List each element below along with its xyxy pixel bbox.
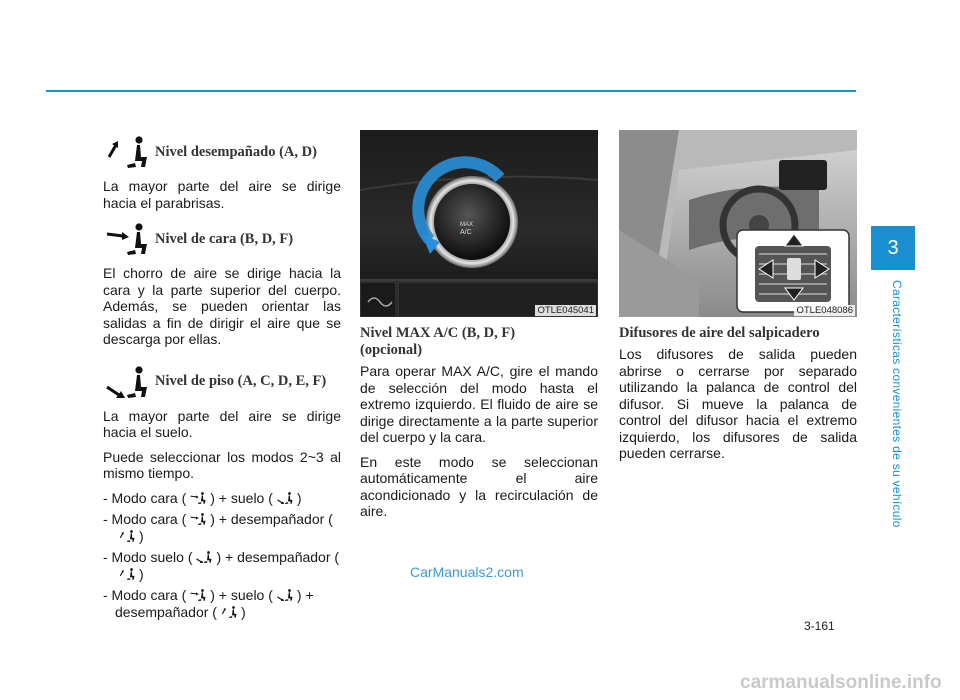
face-mode-icon [189, 588, 207, 602]
floor-heading: Nivel de piso (A, C, D, E, F) [155, 373, 327, 389]
watermark-carmanualsonline: carmanualsonline.info [740, 672, 942, 693]
floor-mode-icon [195, 550, 213, 564]
mode-combination-list [103, 490, 341, 621]
max-ac-knob-illustration [360, 130, 598, 317]
max-ac-heading: Nivel MAX A/C (B, D, F) (opcional) [360, 325, 516, 358]
image-code: OTLE045041 [537, 305, 594, 316]
list-item: - Modo suelo ( ) + desempañador () [103, 549, 340, 582]
floor-paragraph: La mayor parte del aire se dirige hacia el suelo. [103, 407, 341, 440]
dashboard-vents-image [619, 130, 857, 317]
vents-paragraph: Los difusores de salida pueden abrirse o cerrarse por separado utilizando la palanca de control del difusor. Si mueve la palanca de control del difusor hacia el extremo izquierdo, los difusores de salida pueden cerrarse. [619, 346, 857, 461]
max-ac-paragraph-1: Para operar MAX A/C, gire el mando de selección del modo hasta el extremo izquierdo. El fluido de aire se dirige directamente a la parte superior del cuerpo y la cara. [360, 363, 598, 445]
top-rule [46, 90, 856, 92]
column-1 [103, 130, 341, 625]
defrost-mode-icon [118, 529, 136, 543]
list-item: - Modo cara ( ) + suelo ( ) + desempañador ( ) [103, 587, 314, 620]
page-number: 3-161 [804, 619, 835, 633]
max-ac-paragraph-2: En este modo se seleccionan automáticamente el aire acondicionado y la recirculación de aire. [360, 453, 598, 519]
defrost-mode-icon [118, 567, 136, 581]
dashboard-vents-illustration [619, 130, 857, 317]
vents-heading: Difusores de aire del salpicadero [619, 325, 820, 341]
knob-ac-label: A/C [460, 229, 472, 236]
face-mode-icon [189, 491, 207, 505]
floor-heading-row [103, 362, 341, 402]
floor-mode-icon [103, 365, 151, 399]
column-3 [619, 130, 857, 470]
face-heading-row [103, 219, 341, 259]
floor-mode-icon [276, 588, 294, 602]
defrost-mode-icon [220, 605, 238, 619]
modes-paragraph: Puede seleccionar los modos 2~3 al mismo tiempo. [103, 448, 341, 481]
defrost-paragraph: La mayor parte del aire se dirige hacia el parabrisas. [103, 178, 341, 211]
chapter-title: Características convenientes de su vehículo [890, 280, 904, 528]
defrost-heading-row [103, 132, 341, 172]
face-mode-icon [103, 222, 151, 256]
defrost-heading: Nivel desempañado (A, D) [155, 143, 317, 160]
knob-max-label: MAX [460, 222, 474, 228]
face-heading: Nivel de cara (B, D, F) [155, 230, 294, 247]
list-item: - Modo cara ( ) + suelo ( ) [103, 489, 302, 506]
column-2 [360, 130, 598, 528]
defrost-mode-icon [103, 135, 151, 169]
chapter-tab: 3 [871, 226, 915, 270]
face-paragraph: El chorro de aire se dirige hacia la cara y la parte superior del cuerpo. Además, se pueden orientar las salidas a fin de dirigir el aire que se descarga por ellas. [103, 265, 341, 347]
face-mode-icon [189, 512, 207, 526]
list-item: - Modo cara ( ) + desempañador () [103, 511, 333, 544]
floor-mode-icon [276, 491, 294, 505]
image-code: OTLE048086 [796, 305, 853, 316]
watermark-carmanuals2[interactable]: CarManuals2.com [410, 564, 524, 580]
max-ac-knob-image [360, 130, 598, 317]
